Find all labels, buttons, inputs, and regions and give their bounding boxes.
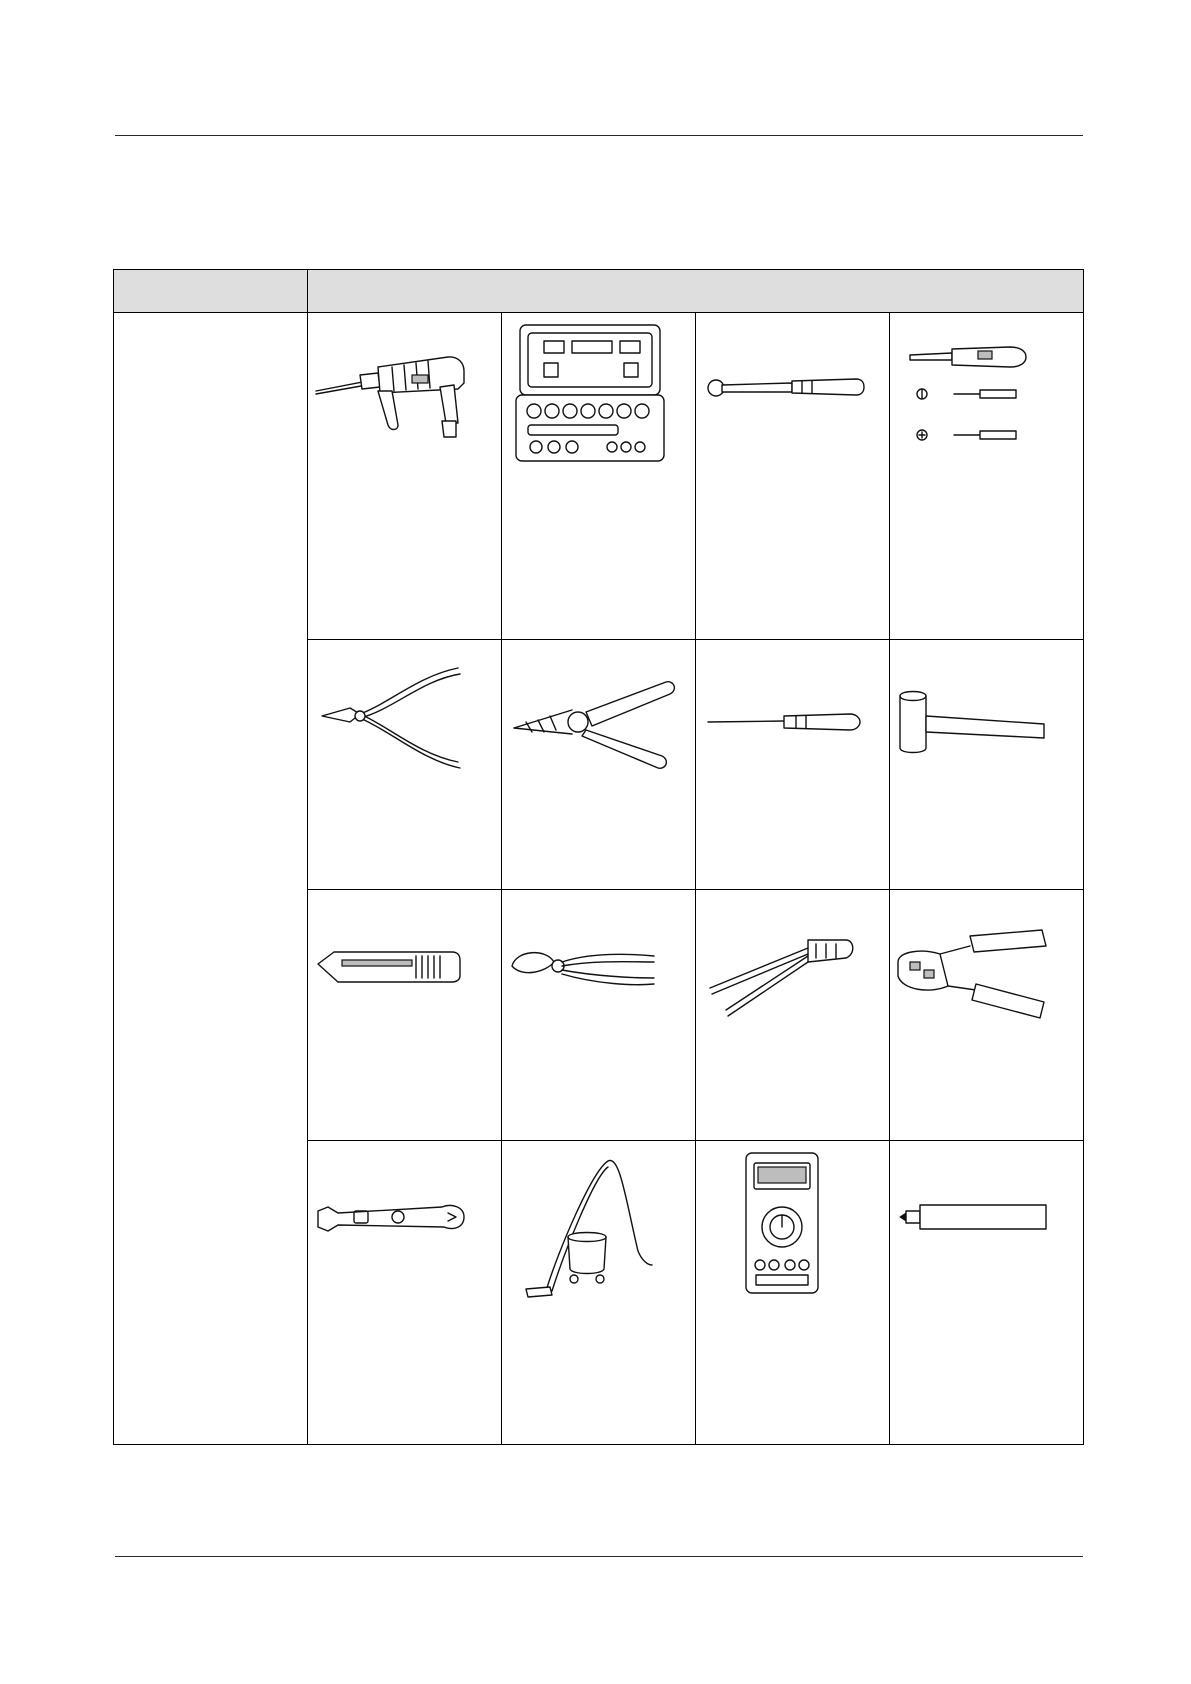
tool-cell-torque-wrench (696, 313, 890, 640)
hammer-drill-icon (308, 313, 501, 443)
tool-cell-utility-knife (308, 890, 502, 1141)
marker-icon (890, 1141, 1083, 1251)
torque-wrench-icon (696, 313, 889, 413)
open-end-wrench-icon (308, 1141, 501, 1251)
crimping-tool-icon (696, 890, 889, 1030)
cable-cutter-icon (502, 890, 695, 990)
category-cell (114, 313, 308, 1445)
tool-cell-rubber-mallet (890, 640, 1084, 890)
wire-stripper-icon (502, 640, 695, 780)
tool-cell-diagonal-pliers (308, 640, 502, 890)
socket-wrench-set-icon (502, 313, 695, 463)
rj45-crimper-icon (890, 890, 1083, 1030)
footer-rule (115, 1556, 1083, 1557)
tool-cell-cable-cutter (502, 890, 696, 1141)
tool-cell-open-end-wrench (308, 1141, 502, 1445)
tool-cell-vacuum-cleaner (502, 1141, 696, 1445)
diagonal-pliers-icon (308, 640, 501, 780)
tool-cell-socket-wrench-set (502, 313, 696, 640)
tool-cell-rj45-crimper (890, 890, 1084, 1141)
category-header (114, 270, 308, 313)
multimeter-icon (696, 1141, 889, 1301)
table-row (114, 313, 1084, 640)
rubber-mallet-icon (890, 640, 1083, 760)
tool-cell-torque-screwdriver (890, 313, 1084, 640)
tools-header (308, 270, 1084, 313)
vacuum-cleaner-icon (502, 1141, 695, 1301)
tool-cell-multimeter (696, 1141, 890, 1445)
flat-screwdriver-icon (696, 640, 889, 750)
tools-table (113, 269, 1084, 1445)
tool-cell-crimping-tool (696, 890, 890, 1141)
tool-cell-hammer-drill (308, 313, 502, 640)
tool-cell-wire-stripper (502, 640, 696, 890)
header-rule (115, 135, 1083, 136)
tool-cell-flat-screwdriver (696, 640, 890, 890)
tool-cell-marker (890, 1141, 1084, 1445)
table-header-row (114, 270, 1084, 313)
utility-knife-icon (308, 890, 501, 990)
torque-screwdriver-icon (890, 313, 1083, 453)
